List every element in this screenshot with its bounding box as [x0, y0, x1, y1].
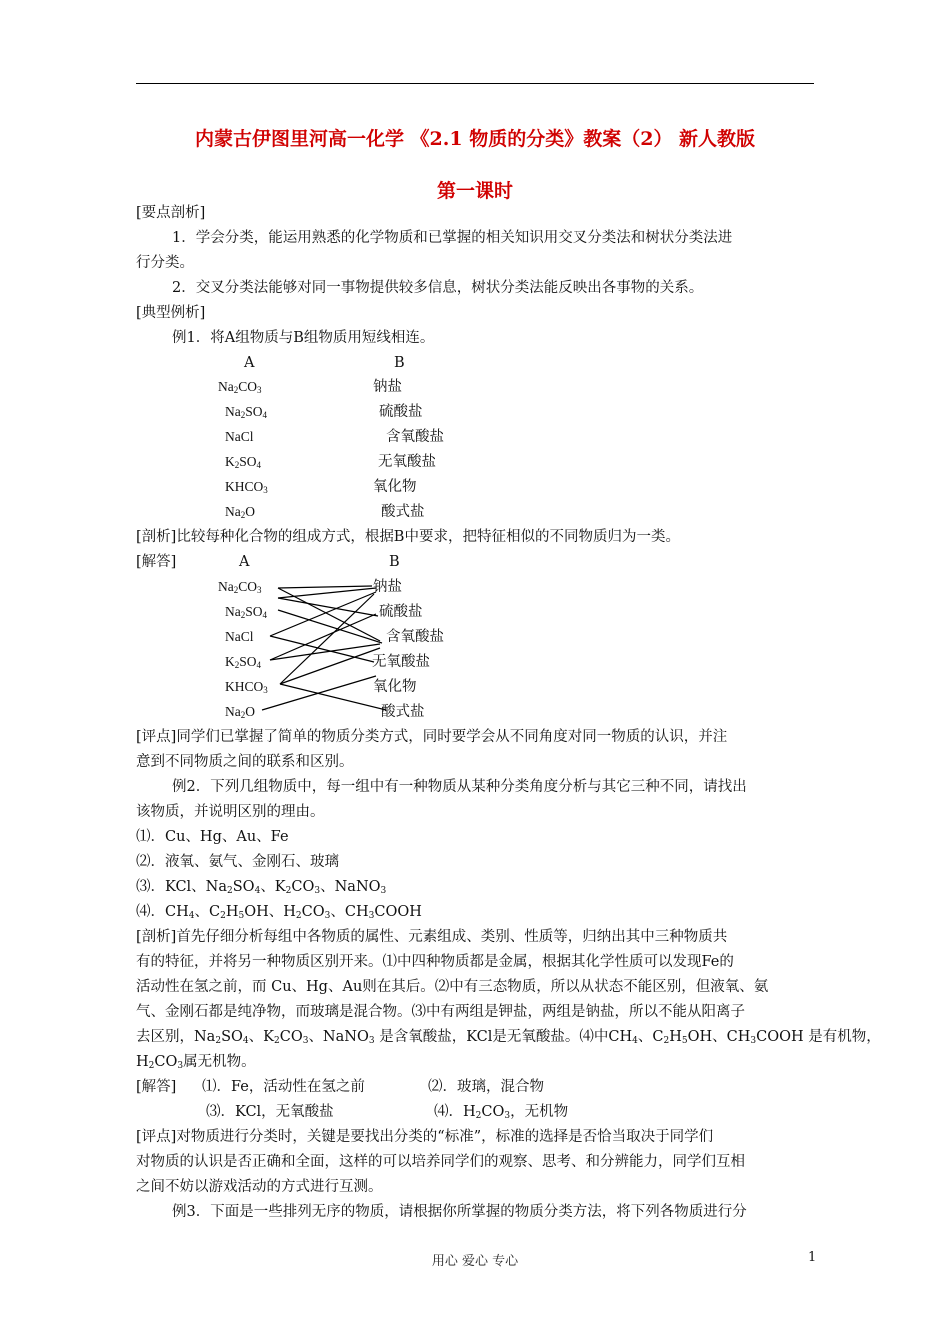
example-2-item: ⑵．液氧、氨气、金刚石、玻璃: [136, 854, 339, 870]
key-points-header: [要点剖析]: [136, 205, 206, 221]
example-2-item: ⑷．$CH_4$、$C_2H_5OH$、$H_2CO_3$、$CH_3COOH$: [136, 904, 422, 921]
group-a-item: $Na_2SO_4$: [225, 404, 268, 420]
example-3-question: 例3．下面是一些排列无序的物质，请根据你所掌握的物质分类方法，将下列各物质进行分: [172, 1204, 747, 1220]
answer-label: [解答]: [136, 554, 177, 570]
example-1-comment-b: 意到不同物质之间的联系和区别。: [136, 754, 354, 770]
answer-a-item: $K_2SO_4$: [225, 654, 262, 670]
page-number: 1: [808, 1250, 817, 1265]
page-footer: 用心 爱心 专心: [431, 1254, 519, 1269]
answer-column-a-header: A: [239, 554, 250, 570]
answer-b-item: 无氧酸盐: [372, 654, 430, 670]
match-line: [270, 644, 380, 660]
example-2-question-a: 例2．下列几组物质中，每一组中有一种物质从某种分类角度分析与其它三种不同，请找出: [172, 779, 747, 795]
example-2-item: ⑶．KCl、$Na_2SO_4$、$K_2CO_3$、NaNO$_3$: [136, 879, 387, 896]
match-line: [278, 586, 372, 588]
match-line: [270, 614, 376, 660]
answer-column-b-header: B: [389, 554, 400, 570]
example-2-analysis-line: 活动性在氢之前，而 Cu、Hg、Au则在其后。⑵中有三态物质，所以从状态不能区别，但液氧、氨: [136, 979, 769, 995]
example-1-question: 例1．将A组物质与B组物质用短线相连。: [172, 330, 435, 346]
examples-header: [典型例析]: [136, 305, 206, 321]
example-2-answer: ⑵．玻璃，混合物: [428, 1079, 544, 1095]
example-2-analysis-line: [剖析]首先仔细分析每组中各物质的属性、元素组成、类别、性质等，归纳出其中三种物质共: [136, 929, 728, 945]
group-b-item: 含氧酸盐: [386, 429, 444, 445]
answer-a-item: $Na_2CO_3$: [218, 579, 262, 595]
answer-a-item: $Na_2SO_4$: [225, 604, 268, 620]
answer-a-item: NaCl: [225, 629, 254, 644]
answer-b-item: 钠盐: [373, 579, 402, 595]
column-a-header: A: [244, 355, 255, 371]
example-2-answer: ⑶．KCl，无氧酸盐: [206, 1104, 334, 1120]
example-2-answer-label: [解答]: [136, 1079, 177, 1095]
group-b-item: 无氧酸盐: [378, 454, 436, 470]
group-b-item: 酸式盐: [381, 504, 425, 520]
group-a-item: $Na_2O$: [225, 504, 255, 520]
group-b-item: 硫酸盐: [379, 404, 423, 420]
example-2-analysis-line: 去区别，$Na_2SO_4$、$K_2CO_3$、NaNO$_3$ 是含氧酸盐，KCl是无氧酸盐。⑷中$CH_4$、$C_2H_5OH$、$CH_3COOH$ 是有机物，: [136, 1029, 881, 1046]
answer-a-item: $Na_2O$: [225, 704, 255, 720]
match-line: [278, 598, 378, 616]
group-b-item: 氧化物: [373, 479, 417, 495]
match-line: [280, 594, 374, 684]
key-point-1b: 行分类。: [136, 255, 194, 271]
group-a-item: $Na_2CO_3$: [218, 379, 262, 395]
answer-b-item: 酸式盐: [381, 704, 425, 720]
example-2-question-b: 该物质，并说明区别的理由。: [136, 804, 325, 820]
example-2-analysis-line: 有的特征，并将另一种物质区别开来。⑴中四种物质都是金属，根据其化学性质可以发现Fe的: [136, 954, 734, 970]
example-1-comment-a: [评点]同学们已掌握了简单的物质分类方式，同时要学会从不同角度对同一物质的认识，并注: [136, 729, 728, 745]
answer-a-item: $KHCO_3$: [225, 679, 268, 695]
example-2-analysis-line: 气、金刚石都是纯净物，而玻璃是混合物。⑶中有两组是钾盐，两组是钠盐，所以不能从阳离子: [136, 1004, 745, 1020]
match-line: [270, 592, 376, 636]
document-subtitle: 第一课时: [436, 180, 513, 202]
match-line: [262, 676, 376, 710]
answer-b-item: 氧化物: [373, 679, 417, 695]
example-2-analysis-line: $H_2CO_3$属无机物。: [136, 1054, 256, 1071]
example-2-item: ⑴．Cu、Hg、Au、Fe: [136, 829, 289, 845]
example-1-analysis: [剖析]比较每种化合物的组成方式，根据B中要求，把特征相似的不同物质归为一类。: [136, 529, 680, 545]
match-line: [280, 648, 380, 684]
example-2-answer: ⑴．Fe，活动性在氢之前: [202, 1079, 365, 1095]
match-line: [280, 684, 386, 710]
column-b-header: B: [394, 355, 405, 371]
group-a-item: $K_2SO_4$: [225, 454, 262, 470]
match-line: [278, 588, 376, 598]
document-title: 内蒙古伊图里河高一化学 《2.1 物质的分类》教案（2） 新人教版: [194, 128, 756, 150]
group-b-item: 钠盐: [373, 379, 402, 395]
example-2-comment-line: 对物质的认识是否正确和全面，这样的可以培养同学们的观察、思考、和分辨能力，同学们互相: [136, 1154, 745, 1170]
group-a-item: $KHCO_3$: [225, 479, 268, 495]
example-2-comment-line: 之间不妨以游戏活动的方式进行互测。: [136, 1179, 383, 1195]
answer-b-item: 硫酸盐: [379, 604, 423, 620]
example-2-comment-line: [评点]对物质进行分类时，关键是要找出分类的“标准”，标准的选择是否恰当取决于同学们: [136, 1129, 714, 1145]
answer-b-item: 含氧酸盐: [386, 629, 444, 645]
example-2-answer: ⑷．$H_2CO_3$，无机物: [434, 1104, 569, 1121]
key-point-2: 2．交叉分类法能够对同一事物提供较多信息，树状分类法能反映出各事物的关系。: [172, 280, 704, 296]
group-a-item: NaCl: [225, 429, 254, 444]
key-point-1a: 1．学会分类，能运用熟悉的化学物质和已掌握的相关知识用交叉分类法和树状分类法进: [172, 230, 733, 246]
